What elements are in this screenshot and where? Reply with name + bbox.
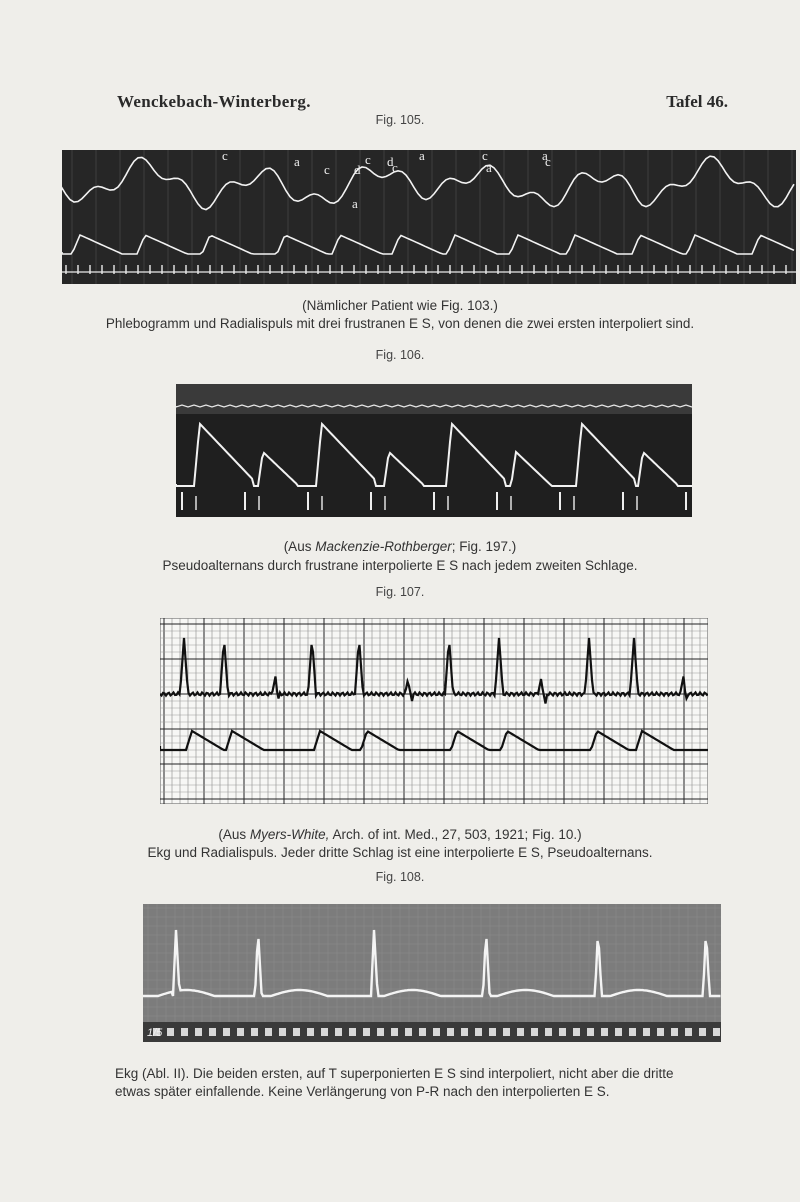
time-block xyxy=(489,1028,496,1036)
time-block xyxy=(657,1028,664,1036)
time-block xyxy=(545,1028,552,1036)
time-block xyxy=(699,1028,706,1036)
fig-106-caption-prefix: (Aus xyxy=(283,539,316,554)
wave-letter-label: a xyxy=(294,154,300,169)
fig-106-pulse-image xyxy=(176,384,692,517)
fig-107-caption-prefix: (Aus xyxy=(218,827,250,842)
running-header-author: Wenckebach-Winterberg. xyxy=(117,92,311,111)
fig-107-label: Fig. 107. xyxy=(375,585,425,599)
wave-letter-label: a xyxy=(352,196,358,211)
fig-107-caption-2: Ekg und Radialispuls. Jeder dritte Schlag ist eine interpolierte E S, Pseudoalternans. xyxy=(147,845,653,860)
fig-106-caption-1 xyxy=(0,538,800,556)
time-block xyxy=(391,1028,398,1036)
fig-107-caption-1 xyxy=(0,826,800,844)
wave-letter-label: d xyxy=(387,154,394,169)
time-block xyxy=(615,1028,622,1036)
time-block xyxy=(573,1028,580,1036)
time-block xyxy=(307,1028,314,1036)
time-block xyxy=(237,1028,244,1036)
time-block xyxy=(475,1028,482,1036)
time-block xyxy=(587,1028,594,1036)
wave-letter-label: a xyxy=(542,150,548,163)
wave-letter-label: c xyxy=(324,162,330,177)
time-block xyxy=(251,1028,258,1036)
fig-107-ecg-image xyxy=(160,618,708,804)
time-block xyxy=(293,1028,300,1036)
time-block xyxy=(447,1028,454,1036)
time-block xyxy=(167,1028,174,1036)
wave-letter-label: c xyxy=(365,152,371,167)
time-block xyxy=(461,1028,468,1036)
wave-letter-label: c xyxy=(482,150,488,163)
fig-105-phlebogram-image xyxy=(62,150,796,284)
fig-106-caption-suffix: ; Fig. 197.) xyxy=(451,539,517,554)
fig-108-label: Fig. 108. xyxy=(375,870,425,884)
fig-107-caption-author: Myers-White, xyxy=(249,827,330,842)
fig-108-corner-mark: 1/5 xyxy=(147,1027,163,1039)
wave-letter-label: c xyxy=(392,160,398,175)
wave-letter-label: c xyxy=(545,154,551,169)
time-block xyxy=(405,1028,412,1036)
time-block xyxy=(531,1028,538,1036)
fig-105-caption-1: (Nämlicher Patient wie Fig. 103.) xyxy=(302,298,498,313)
running-header-plate: Tafel 46. xyxy=(666,92,728,111)
wave-letter-label: a xyxy=(419,150,425,163)
time-block xyxy=(335,1028,342,1036)
time-block xyxy=(629,1028,636,1036)
wave-letter-label: a xyxy=(486,160,492,175)
time-block xyxy=(671,1028,678,1036)
time-block xyxy=(643,1028,650,1036)
time-block xyxy=(433,1028,440,1036)
time-block xyxy=(349,1028,356,1036)
time-block xyxy=(685,1028,692,1036)
fig-106-caption-2: Pseudoalternans durch frustrane interpolierte E S nach jedem zweiten Schlage. xyxy=(162,558,638,573)
fig-108-caption-1: Ekg (Abl. II). Die beiden ersten, auf T superponierten E S sind interpoliert, nicht aber die dritte xyxy=(115,1066,674,1081)
fig-108-caption-2: etwas später einfallende. Keine Verlängerung von P-R nach den interpolierten E S. xyxy=(115,1084,610,1099)
time-block xyxy=(279,1028,286,1036)
time-block xyxy=(181,1028,188,1036)
fig-106-label: Fig. 106. xyxy=(375,348,425,362)
time-block xyxy=(223,1028,230,1036)
time-block xyxy=(195,1028,202,1036)
time-block xyxy=(713,1028,720,1036)
time-block xyxy=(321,1028,328,1036)
time-block xyxy=(559,1028,566,1036)
wave-letter-label: c xyxy=(222,150,228,163)
time-block xyxy=(517,1028,524,1036)
time-block xyxy=(503,1028,510,1036)
fig-106-caption-author: Mackenzie-Rothberger xyxy=(315,539,452,554)
fig-108-ecg-image xyxy=(143,904,721,1042)
time-block xyxy=(363,1028,370,1036)
wave-letter-label: d xyxy=(354,162,361,177)
time-block xyxy=(265,1028,272,1036)
time-block xyxy=(377,1028,384,1036)
time-block xyxy=(419,1028,426,1036)
time-block xyxy=(209,1028,216,1036)
fig-105-caption-2: Phlebogramm und Radialispuls mit drei frustranen E S, von denen die zwei ersten interpoliert sind. xyxy=(105,316,695,331)
time-block xyxy=(601,1028,608,1036)
fig-107-caption-suffix: Arch. of int. Med., 27, 503, 1921; Fig. 10.) xyxy=(329,827,582,842)
fig-105-label: Fig. 105. xyxy=(375,113,425,127)
